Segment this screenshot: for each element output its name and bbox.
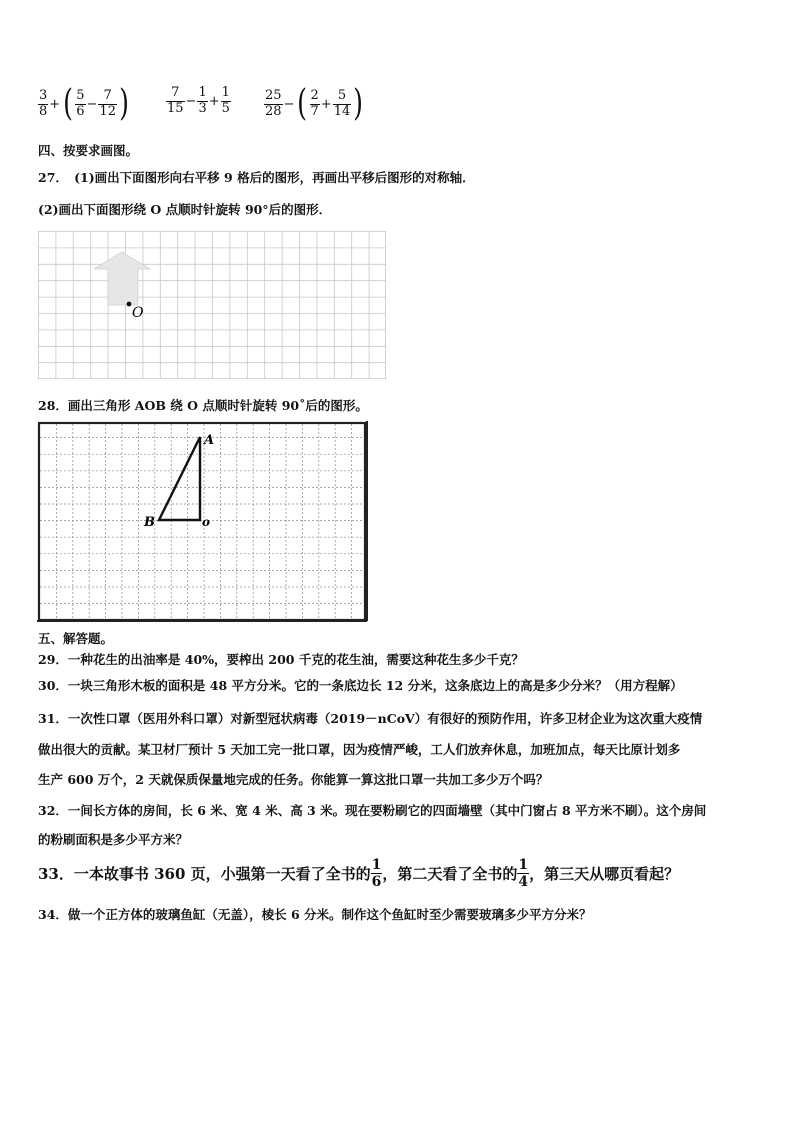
fraction: $\frac{25}{28}$ <box>265 87 282 119</box>
question-33: 33．一本故事书 360 页，小强第一天看了全书的 $\frac{1}{6}$ ，第二天看了全书的 $\frac{1}{4}$ ，第三天从哪页看起？ <box>38 857 680 891</box>
triangle-aob <box>159 437 200 520</box>
point-o-label: O <box>132 305 144 321</box>
expression-1: $\frac{3}{8}$ +( $\frac{5}{6}$ − $\frac{7}{12}$ ) <box>39 83 129 124</box>
section-heading-4: 四、按要求画图。 <box>38 143 139 158</box>
fraction: $\frac{3}{8}$ <box>39 87 48 119</box>
question-29: 29．一种花生的出油率是 40%，要榨出 200 千克的花生油，需要这种花生多少千克？ <box>38 652 524 667</box>
expression-3: $\frac{25}{28}$ −( $\frac{2}{7}$ + $\frac{5}{14}$ ) <box>265 83 364 124</box>
fraction: $\frac{7}{15}$ <box>167 85 184 116</box>
label-b: B <box>144 515 155 530</box>
fraction: $\frac{1}{4}$ <box>518 857 529 891</box>
expression-2: $\frac{7}{15}$ − $\frac{1}{3}$ + $\frac{1}{5}$ <box>167 85 230 116</box>
fraction: $\frac{7}{12}$ <box>99 87 116 119</box>
question-34: 34．做一个正方体的玻璃鱼缸（无盖），棱长 6 分米。制作这个鱼缸时至少需要玻璃多少平方分米？ <box>38 907 592 922</box>
question-31-line-1: 31．一次性口罩（医用外科口罩）对新型冠状病毒（2019－nCoV）有很好的预防作用，许多卫材企业为这次重大疫情 <box>38 711 703 726</box>
section-heading-5: 五、解答题。 <box>38 631 114 646</box>
question-31-line-2: 做出很大的贡献。某卫材厂预计 5 天加工完一批口罩，因为疫情严峻，工人们放弃休息，加班加点，每天比原计划多 <box>38 742 681 757</box>
label-o: o <box>202 515 211 529</box>
fraction: $\frac{5}{6}$ <box>76 87 85 119</box>
fraction: $\frac{1}{6}$ <box>371 857 382 891</box>
question-32-line-2: 的粉刷面积是多少平方米？ <box>38 832 189 847</box>
label-a: A <box>204 433 215 448</box>
point-o <box>127 302 132 307</box>
question-27-line-2: (2)画出下面图形绕 O 点顺时针旋转 90°后的图形． <box>38 202 332 217</box>
question-28: 28．画出三角形 AOB 绕 O 点顺时针旋转 90˚后的图形。 <box>38 398 368 413</box>
fraction: $\frac{2}{7}$ <box>310 87 319 119</box>
fraction: $\frac{1}{5}$ <box>221 85 230 116</box>
grid-lines <box>38 231 386 379</box>
grid-figure-28 <box>36 420 370 624</box>
grid-figure-27 <box>38 231 388 379</box>
question-32-line-1: 32．一间长方体的房间，长 6 米、宽 4 米、高 3 米。现在要粉刷它的四面墙壁（其中门窗占 8 平方米不刷）。这个房间 <box>38 803 707 818</box>
question-31-line-3: 生产 600 万个，2 天就保质保量地完成的任务。你能算一算这批口罩一共加工多少万个吗？ <box>38 772 549 787</box>
question-30: 30．一块三角形木板的面积是 48 平方分米。它的一条底边长 12 分米，这条底边上的高是多少分米？（用方程解） <box>38 678 683 693</box>
fraction: $\frac{1}{3}$ <box>198 85 207 116</box>
fraction: $\frac{5}{14}$ <box>333 87 351 119</box>
question-27-line-1: 27． (1)画出下面图形向右平移 9 格后的图形，再画出平移后图形的对称轴． <box>38 170 475 185</box>
